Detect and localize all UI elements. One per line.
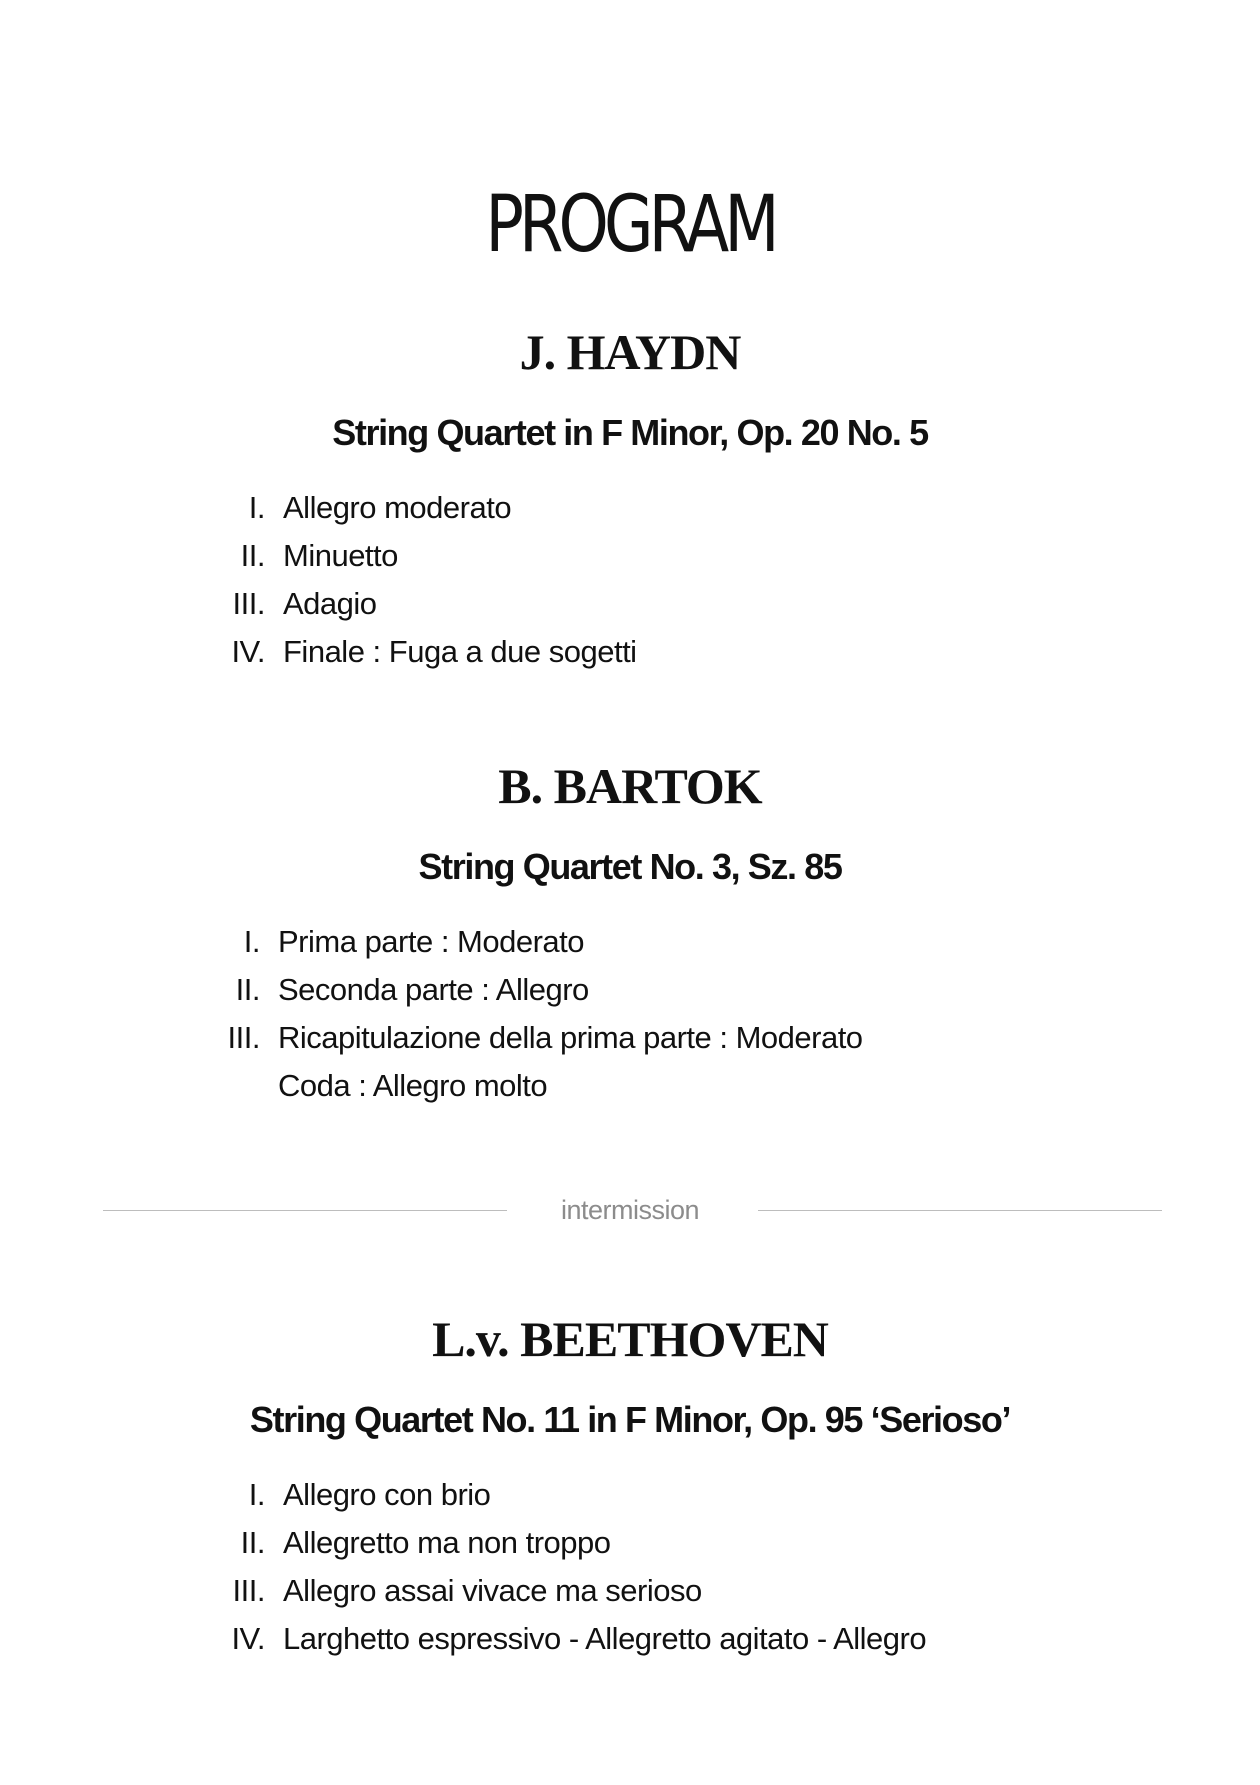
intermission-label: intermission [560,1195,700,1225]
movement-item [232,580,637,628]
work-title: String Quartet No. 3, Sz. 85 [418,846,842,887]
movement-list [227,918,863,1110]
movement-number: III. [232,1573,265,1608]
movement-title: Allegro moderato [283,490,512,525]
movement-title: Prima parte : Moderato [278,924,585,959]
movement-item [240,532,637,580]
page-title: PROGRAM [485,180,775,271]
intermission-divider [0,1195,1260,1225]
movement-item [227,1014,863,1062]
movement-title: Allegretto ma non troppo [283,1525,611,1560]
movement-list [231,484,637,676]
movement-title: Coda : Allegro molto [278,1068,548,1103]
movement-number: III. [227,1020,260,1055]
movement-number: II. [240,538,265,573]
work-title: String Quartet in F Minor, Op. 20 No. 5 [332,412,928,453]
movement-number: I. [243,924,260,959]
movement-item [231,1615,927,1663]
movement-item [248,484,637,532]
movement-number: III. [232,586,265,621]
movement-item [235,966,863,1014]
movement-title: Allegro con brio [283,1477,491,1512]
movement-item [248,1471,926,1519]
movement-number: II. [240,1525,265,1560]
divider-line [758,1210,1162,1211]
movement-list [231,1471,927,1663]
movement-item [278,1062,863,1110]
movement-title: Finale : Fuga a due sogetti [283,634,637,669]
movement-title: Larghetto espressivo - Allegretto agitato - Allegro [283,1621,927,1656]
movement-title: Adagio [283,586,377,621]
movement-title: Minuetto [283,538,398,573]
composer-name: B. BARTOK [498,758,762,814]
composer-name: J. HAYDN [519,324,741,380]
movement-number: I. [248,490,265,525]
movement-item [232,1567,926,1615]
movement-item [243,918,863,966]
work-title: String Quartet No. 11 in F Minor, Op. 95 ‘Serioso’ [249,1399,1011,1440]
movement-title: Allegro assai vivace ma serioso [283,1573,702,1608]
movement-item [231,628,637,676]
composer-name: L.v. BEETHOVEN [432,1311,828,1367]
movement-number: II. [235,972,260,1007]
movement-number: IV. [231,634,265,669]
movement-item [240,1519,926,1567]
movement-number: IV. [231,1621,265,1656]
movement-title: Seconda parte : Allegro [278,972,589,1007]
movement-number: I. [248,1477,265,1512]
movement-title: Ricapitulazione della prima parte : Moderato [278,1020,863,1055]
